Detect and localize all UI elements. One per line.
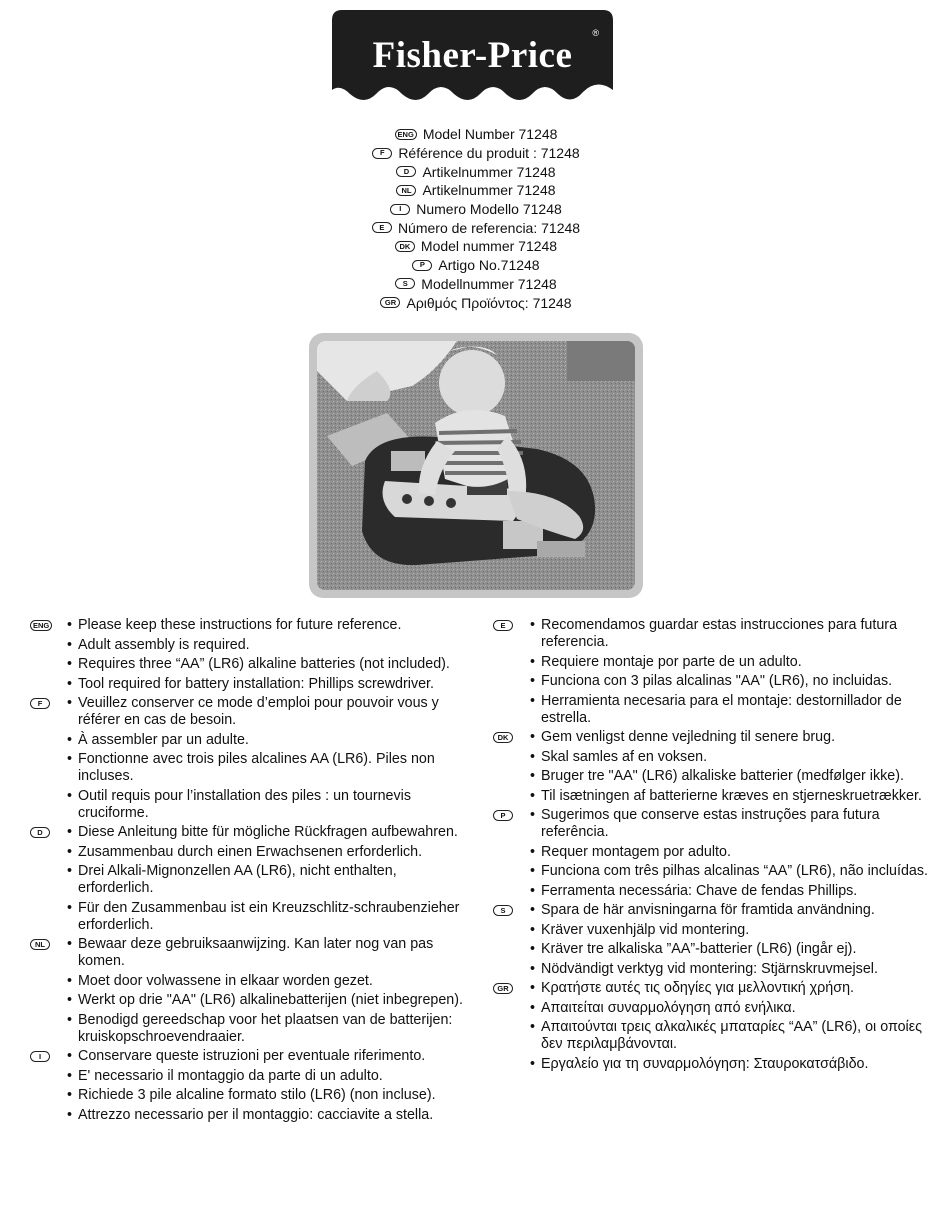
instruction-item: • Veuillez conserver ce mode d’emploi pour pouvoir vous y référer en cas de besoin. [67,695,475,729]
model-number-text: Numero Modello 71248 [416,201,562,218]
model-number-text: Artigo No.71248 [438,257,540,274]
instruction-item: • Requer montagem por adulto. [530,844,928,861]
model-number-list [300,125,652,312]
instruction-item: • Benodigd gereedschap voor het plaatsen van de batterijen: kruiskopschroevendraaier. [67,1012,475,1046]
instruction-item: • À assembler par un adulte. [67,732,475,749]
model-number-text: Αριθμός Προϊόντος: 71248 [406,294,572,311]
instruction-item: • E' necessario il montaggio da parte di un adulto. [67,1068,475,1085]
instruction-item: • Spara de här anvisningarna för framtida användning. [530,902,928,919]
instruction-section-f [30,695,475,822]
instruction-item: • Funciona con 3 pilas alcalinas "AA" (LR6), no incluidas. [530,673,928,690]
instruction-item: • Recomendamos guardar estas instrucciones para futura referencia. [530,617,928,651]
registered-mark: ® [592,28,599,38]
language-badge-p: P [493,810,513,821]
language-badge-d: D [396,166,416,177]
language-badge-f: F [30,698,50,709]
language-badge-gr: GR [380,297,400,308]
instruction-item: • Outil requis pour l’installation des piles : un tournevis cruciforme. [67,788,475,822]
instruction-item: • Diese Anleitung bitte für mögliche Rückfragen aufbewahren. [67,824,475,841]
model-number-e [300,218,652,237]
instruction-item: • Werkt op drie "AA" (LR6) alkalinebatterijen (niet inbegrepen). [67,992,475,1009]
instruction-item: • Herramienta necesaria para el montaje: destornillador de estrella. [530,693,928,727]
model-number-s [300,275,652,294]
instruction-item: • Fonctionne avec trois piles alcalines AA (LR6). Piles non incluses. [67,751,475,785]
fisher-price-logo [332,10,613,105]
model-number-text: Artikelnummer 71248 [422,182,556,199]
instruction-item: • Kräver vuxenhjälp vid montering. [530,922,928,939]
instruction-item: • Απαιτείται συναρμολόγηση από ενήλικα. [530,1000,928,1017]
model-number-p [300,256,652,275]
instruction-item: • Requires three “AA” (LR6) alkaline batteries (not included). [67,656,475,673]
instruction-item: • Κρατήστε αυτές τις οδηγίες για μελλοντική χρήση. [530,980,928,997]
model-number-text: Artikelnummer 71248 [422,163,556,180]
language-badge-eng: ENG [395,129,417,140]
instruction-section-i [30,1048,475,1124]
language-badge-s: S [493,905,513,916]
model-number-i [300,200,652,219]
language-badge-e: E [372,222,392,233]
instruction-item: • Drei Alkali-Mignonzellen AA (LR6), nicht enthalten, erforderlich. [67,863,475,897]
language-badge-f: F [372,148,392,159]
model-number-text: Model Number 71248 [422,126,558,143]
model-number-text: Model nummer 71248 [420,238,558,255]
instruction-item: • Kräver tre alkaliska ”AA”-batterier (LR6) (ingår ej). [530,941,928,958]
language-badge-d: D [30,827,50,838]
instruction-section-gr [493,980,928,1073]
language-badge-eng: ENG [30,620,52,631]
instruction-section-nl [30,936,475,1046]
instruction-section-p [493,807,928,900]
instruction-section-s [493,902,928,978]
baby-playing-on-mat-image [317,341,635,590]
model-number-text: Référence du produit : 71248 [398,145,580,162]
instruction-item: • Funciona com três pilhas alcalinas “AA” (LR6), não incluídas. [530,863,928,880]
instruction-section-eng [30,617,475,693]
instruction-item: • Nödvändigt verktyg vid montering: Stjärnskruvmejsel. [530,961,928,978]
model-number-dk [300,237,652,256]
instruction-item: • Bewaar deze gebruiksaanwijzing. Kan later nog van pas komen. [67,936,475,970]
model-number-gr [300,293,652,312]
language-badge-nl: NL [30,939,50,950]
instruction-item: • Zusammenbau durch einen Erwachsenen erforderlich. [67,844,475,861]
instruction-item: • Requiere montaje por parte de un adulto. [530,654,928,671]
language-badge-gr: GR [493,983,513,994]
instruction-item: • Attrezzo necessario per il montaggio: cacciavite a stella. [67,1107,475,1124]
language-badge-i: I [390,204,410,215]
model-number-eng [300,125,652,144]
instruction-section-d [30,824,475,934]
instruction-item: • Bruger tre "AA" (LR6) alkaliske batterier (medfølger ikke). [530,768,928,785]
model-number-nl [300,181,652,200]
instruction-section-e [493,617,928,727]
language-badge-i: I [30,1051,50,1062]
language-badge-s: S [395,278,415,289]
model-number-text: Número de referencia: 71248 [397,219,581,236]
language-badge-p: P [412,260,432,271]
product-photo [317,341,635,590]
model-number-f [300,144,652,163]
language-badge-dk: DK [395,241,415,252]
instruction-item: • Til isætningen af batterierne kræves en stjerneskruetrækker. [530,788,928,805]
instruction-item: • Απαιτούνται τρεις αλκαλικές μπαταρίες “AA” (LR6), οι οποίες δεν περιλαμβάνονται. [530,1019,928,1053]
language-badge-dk: DK [493,732,513,743]
instruction-item: • Tool required for battery installation: Phillips screwdriver. [67,676,475,693]
product-photo-frame [309,333,643,598]
instruction-item: • Conservare queste istruzioni per eventuale riferimento. [67,1048,475,1065]
instruction-item: • Moet door volwassene in elkaar worden gezet. [67,973,475,990]
model-number-d [300,162,652,181]
instruction-item: • Adult assembly is required. [67,637,475,654]
instructions-right-column [493,617,928,1075]
instruction-item: • Please keep these instructions for future reference. [67,617,475,634]
model-number-text: Modellnummer 71248 [421,275,557,292]
instruction-item: • Skal samles af en voksen. [530,749,928,766]
brand-name: Fisher-Price [372,35,573,76]
instructions-left-column [30,617,475,1126]
instruction-item: • Richiede 3 pile alcaline formato stilo (LR6) (non incluse). [67,1087,475,1104]
language-badge-nl: NL [396,185,416,196]
instruction-item: • Εργαλείο για τη συναρμολόγηση: Σταυροκατσάβιδο. [530,1056,928,1073]
instruction-item: • Gem venligst denne vejledning til senere brug. [530,729,928,746]
language-badge-e: E [493,620,513,631]
instruction-item: • Für den Zusammenbau ist ein Kreuzschlitz-schraubenzieher erforderlich. [67,900,475,934]
instruction-item: • Sugerimos que conserve estas instruções para futura referência. [530,807,928,841]
instruction-section-dk [493,729,928,805]
instruction-item: • Ferramenta necessária: Chave de fendas Phillips. [530,883,928,900]
